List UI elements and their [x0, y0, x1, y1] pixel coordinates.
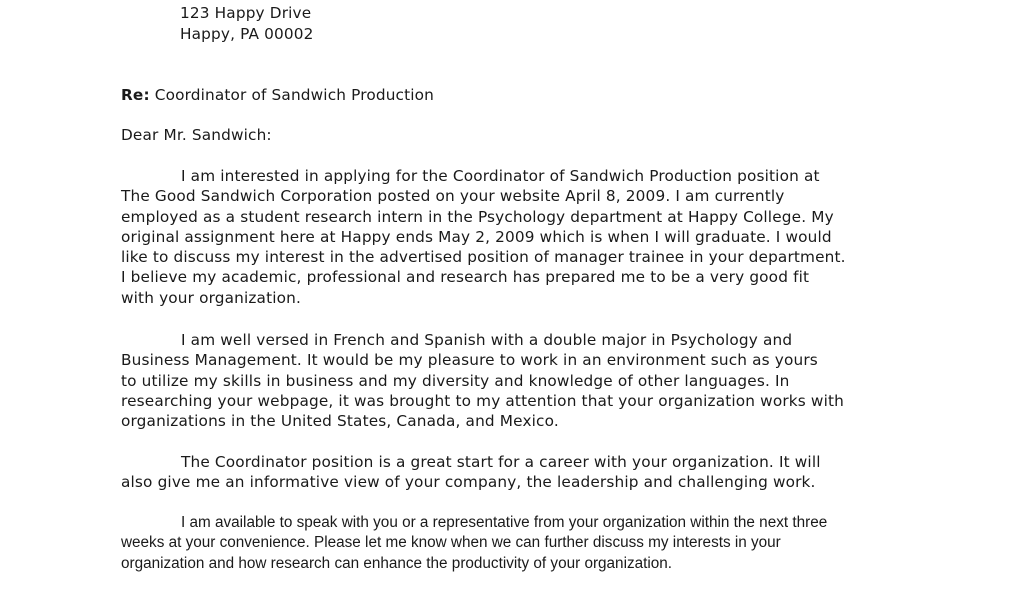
paragraph-line: The Coordinator position is a great start for a career with your organization. It will: [181, 453, 821, 471]
paragraph-1: [121, 166, 921, 308]
paragraph-line: weeks at your convenience. Please let me know when we can further discuss my interests in your: [121, 534, 781, 552]
paragraph-line: I believe my academic, professional and research has prepared me to be a very good fit: [121, 268, 810, 287]
paragraph-line: with your organization.: [121, 288, 301, 307]
paragraph-line: Business Management. It would be my pleasure to work in an environment such as yours: [121, 351, 818, 370]
paragraph-line: original assignment here at Happy ends May 2, 2009 which is when I will graduate. I would: [121, 227, 832, 246]
re-subject: Coordinator of Sandwich Production: [154, 86, 435, 104]
re-label: Re:: [121, 86, 150, 104]
paragraph-line: organization and how research can enhance the productivity of your organization.: [121, 554, 673, 572]
re-line: [121, 85, 434, 105]
paragraph-line: I am interested in applying for the Coordinator of Sandwich Production position at: [181, 167, 820, 185]
paragraph-4: [121, 513, 921, 574]
paragraph-line: researching your webpage, it was brought to my attention that your organization works with: [121, 391, 844, 410]
paragraph-line: also give me an informative view of your company, the leadership and challenging work.: [121, 473, 816, 492]
paragraph-line: I am available to speak with you or a representative from your organization within the next three: [181, 514, 828, 531]
paragraph-line: employed as a student research intern in the Psychology department at Happy College. My: [121, 207, 834, 226]
paragraph-line: like to discuss my interest in the advertised position of manager trainee in your department.: [121, 248, 846, 267]
address-street: 123 Happy Drive: [180, 4, 312, 22]
paragraph-line: organizations in the United States, Canada, and Mexico.: [121, 412, 559, 431]
paragraph-3: [121, 452, 921, 493]
paragraph-line: The Good Sandwich Corporation posted on your website April 8, 2009. I am currently: [121, 187, 785, 206]
paragraph-line: to utilize my skills in business and my diversity and knowledge of other languages. In: [121, 371, 790, 390]
address-city-line: Happy, PA 00002: [180, 25, 314, 43]
salutation: Dear Mr. Sandwich:: [121, 126, 272, 144]
paragraph-line: I am well versed in French and Spanish with a double major in Psychology and: [181, 331, 793, 349]
paragraph-2: [121, 330, 921, 431]
